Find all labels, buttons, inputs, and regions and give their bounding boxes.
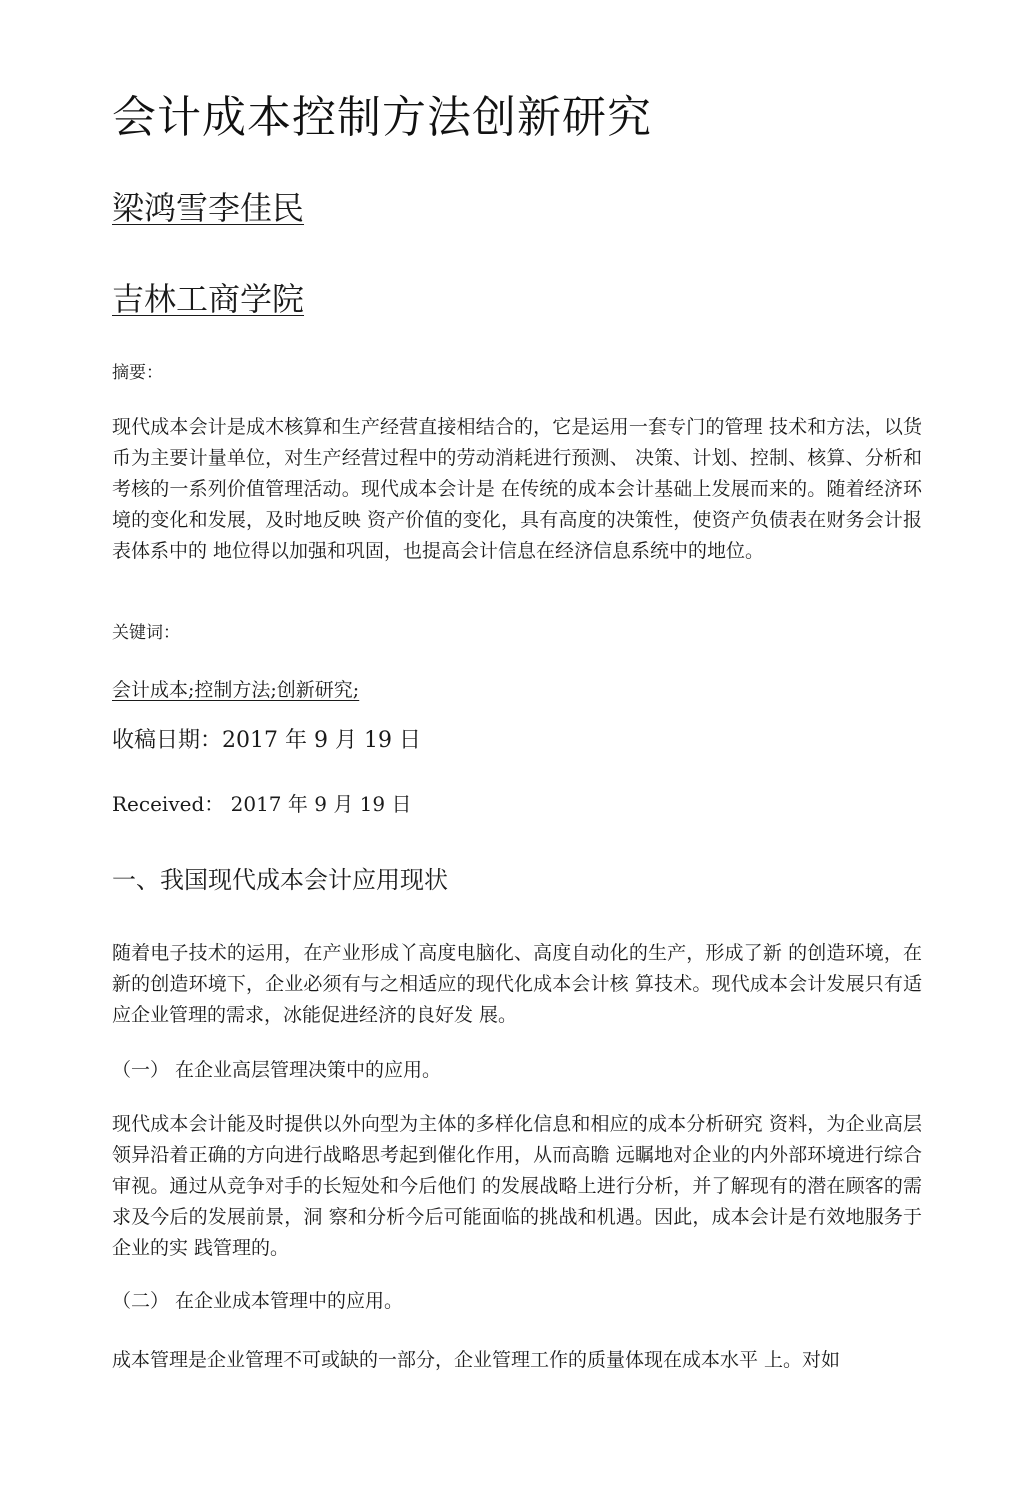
section-heading: 一、我国现代成本会计应用现状	[112, 866, 448, 894]
abstract-label: 摘要：	[112, 363, 163, 383]
received-date-en: Received： 2017 年 9 月 19 日	[112, 792, 412, 816]
author-names[interactable]: 梁鸿雪李佳民	[112, 189, 305, 227]
subsection-heading-1: （一） 在企业高层管理决策中的应用。	[112, 1059, 442, 1081]
author-affiliation[interactable]: 吉林工商学院	[112, 280, 305, 318]
document-title: 会计成本控制方法创新研究	[112, 92, 652, 143]
subsection-paragraph-1: 现代成本会计能及时提供以外向型为主体的多样化信息和相应的成本分析研究 资料，为企业高层领异沿着正确的方向进行战略思考起到催化作用，从而高瞻 远瞩地对企业的内外部环境进行综合审视。通过从竞争对手的长短处和今后他们 的发展战略上进行分析，并了解现有的潜在顾客的需求及今后的发展前景，洞 察和分析今后可能面临的挑战和机遇。因此，成本会计是冇效地服务于企业的实 践管理的。	[112, 1113, 922, 1259]
received-date-cn: 收稿日期：2017 年 9 月 19 日	[112, 728, 421, 753]
subsection-heading-2: （二） 在企业成本管理中的应用。	[112, 1290, 404, 1312]
keywords-label: 关键词：	[112, 623, 180, 643]
subsection-paragraph-2: 成本管理是企业管理不可或缺的一部分，企业管理工作的质量体现在成本水平 上。对如	[112, 1349, 841, 1371]
abstract-text: 现代成本会计是成木核算和生产经营直接相结合的，它是运用一套专门的管理 技术和方法，以货币为主要计量单位，对生产经营过程中的劳动消耗进行预测、 决策、计划、控制、核算、分析和考核的一系列价值管理活动。现代成本会计是 在传统的成本会计基础上发展而来的。随着经济环境的变化和发展，及时地反映 资产价值的变化，具有高度的决策性，使资产负债表在财务会计报表体系中的 地位得以加强和巩固，也提高会计信息在经济信息系统中的地位。	[112, 416, 922, 562]
keywords-link[interactable]: 会计成本;控制方法;创新研究;	[112, 679, 360, 701]
section-paragraph: 随着电子技术的运用，在产业形成丫高度电脑化、高度自动化的生产，形成了新 的创造环境，在新的创造环境下，企业必须有与之相适应的现代化成本会计核 算技术。现代成本会计发展只有适应企业管理的需求，冰能促进经济的良好发 展。	[112, 942, 922, 1026]
